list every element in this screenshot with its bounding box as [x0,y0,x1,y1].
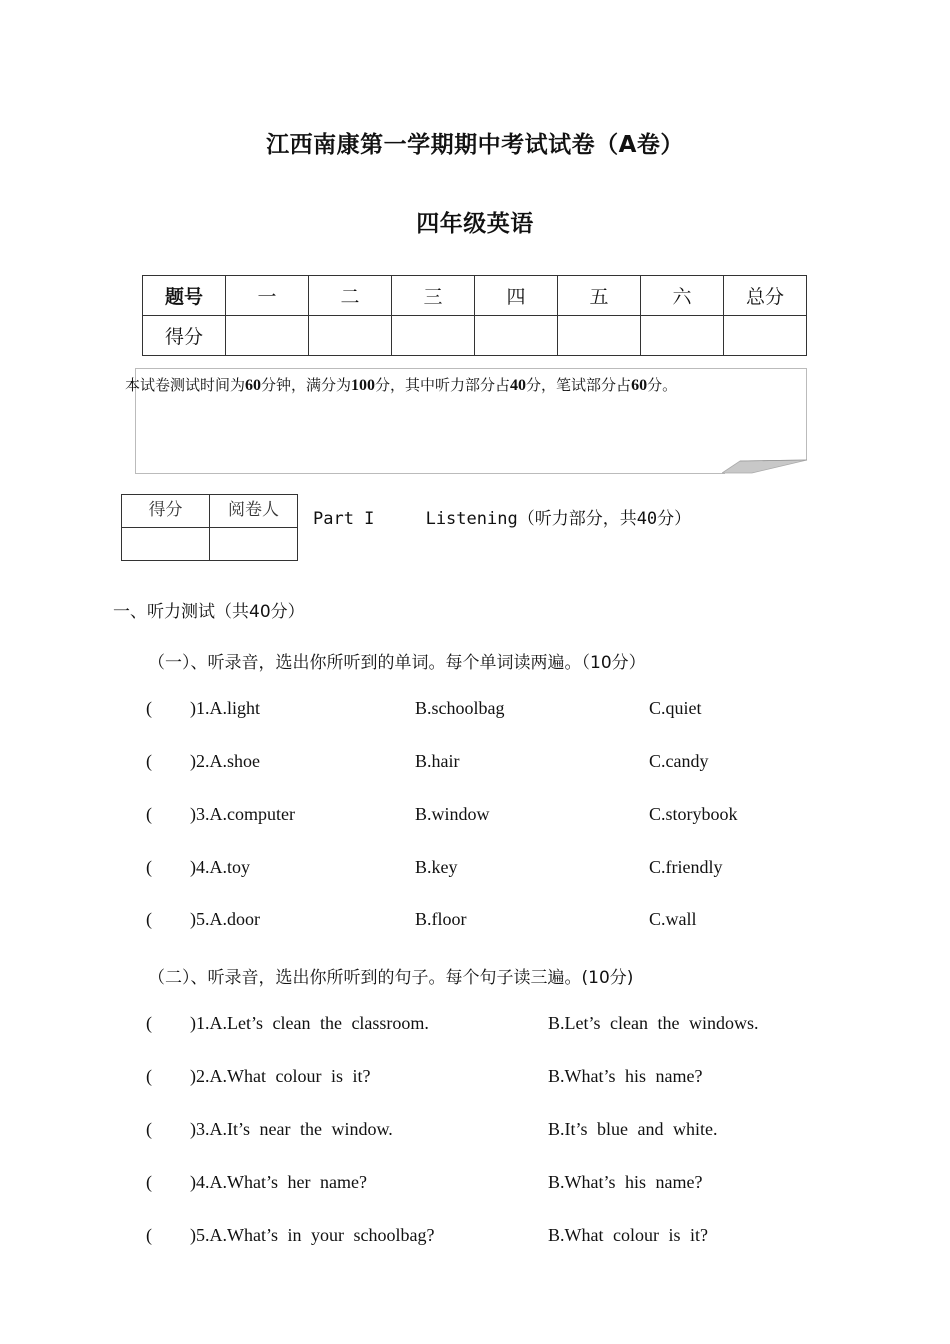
score-cell[interactable] [309,316,392,356]
note-box-edge [135,473,725,474]
answer-paren[interactable]: ( [146,751,152,771]
question-option-a: )4.A.toy [190,857,250,877]
question-option-c: C.storybook [649,804,738,824]
question-option-b: B.schoolbag [415,698,505,718]
question-option-b: B.Let’s clean the windows. [548,1013,759,1033]
score-header-cell: 五 [558,276,641,316]
score-row-label: 得分 [143,316,226,356]
question-option-c: C.candy [649,751,709,771]
answer-paren[interactable]: ( [146,909,152,929]
score-table-header-row [143,276,807,316]
subsection-heading: （二）、听录音，选出你所听到的句子。每个句子读三遍。(10分) [148,968,634,988]
section-heading: 一、听力测试（共40分） [113,602,305,622]
question-option-a: )3.A.computer [190,804,295,824]
exam-subtitle: 四年级英语 [416,211,534,237]
score-header-cell: 题号 [143,276,226,316]
question-option-c: C.quiet [649,698,702,718]
score-header-cell: 二 [309,276,392,316]
question-option-b: B.What’s his name? [548,1172,703,1192]
question-option-b: B.What colour is it? [548,1225,708,1245]
question-option-b: B.What’s his name? [548,1066,703,1086]
grader-score-label: 得分 [122,495,210,528]
question-option-b: B.window [415,804,490,824]
question-option-c: C.wall [649,909,697,929]
score-table [142,275,807,356]
score-cell[interactable] [641,316,724,356]
answer-paren[interactable]: ( [146,857,152,877]
answer-paren[interactable]: ( [146,1225,152,1245]
grader-name-cell[interactable] [210,528,298,561]
question-option-a: )5.A.What’s in your schoolbag? [190,1225,435,1245]
question-option-a: )1.A.Let’s clean the classroom. [190,1013,429,1033]
question-option-a: )1.A.light [190,698,260,718]
score-header-cell: 总分 [724,276,807,316]
question-option-a: )2.A.shoe [190,751,260,771]
answer-paren[interactable]: ( [146,1013,152,1033]
grader-score-cell[interactable] [122,528,210,561]
score-table-score-row [143,316,807,356]
score-cell[interactable] [475,316,558,356]
question-option-b: B.hair [415,751,460,771]
part-heading: Part I Listening（听力部分，共40分） [313,509,692,529]
question-option-a: )2.A.What colour is it? [190,1066,371,1086]
score-header-cell: 三 [392,276,475,316]
answer-paren[interactable]: ( [146,1172,152,1192]
answer-paren[interactable]: ( [146,1066,152,1086]
score-cell[interactable] [226,316,309,356]
answer-paren[interactable]: ( [146,804,152,824]
score-header-cell: 一 [226,276,309,316]
question-option-b: B.key [415,857,458,877]
answer-paren[interactable]: ( [146,698,152,718]
question-option-b: B.It’s blue and white. [548,1119,718,1139]
question-option-a: )5.A.door [190,909,260,929]
question-option-c: C.friendly [649,857,723,877]
note-box-edge [806,368,807,460]
grader-name-label: 阅卷人 [210,495,298,528]
exam-instructions: 本试卷测试时间为60分钟，满分为100分，其中听力部分占40分，笔试部分占60分。 [125,377,678,394]
score-cell[interactable] [392,316,475,356]
score-header-cell: 四 [475,276,558,316]
question-option-a: )3.A.It’s near the window. [190,1119,393,1139]
page-curl-icon [722,458,808,474]
score-cell[interactable] [558,316,641,356]
answer-paren[interactable]: ( [146,1119,152,1139]
question-option-a: )4.A.What’s her name? [190,1172,367,1192]
grader-table [121,494,298,561]
score-cell[interactable] [724,316,807,356]
subsection-heading: （一）、听录音，选出你所听到的单词。每个单词读两遍。（10分） [148,653,646,673]
exam-title: 江西南康第一学期期中考试试卷（A卷） [266,132,684,158]
question-option-b: B.floor [415,909,467,929]
score-header-cell: 六 [641,276,724,316]
